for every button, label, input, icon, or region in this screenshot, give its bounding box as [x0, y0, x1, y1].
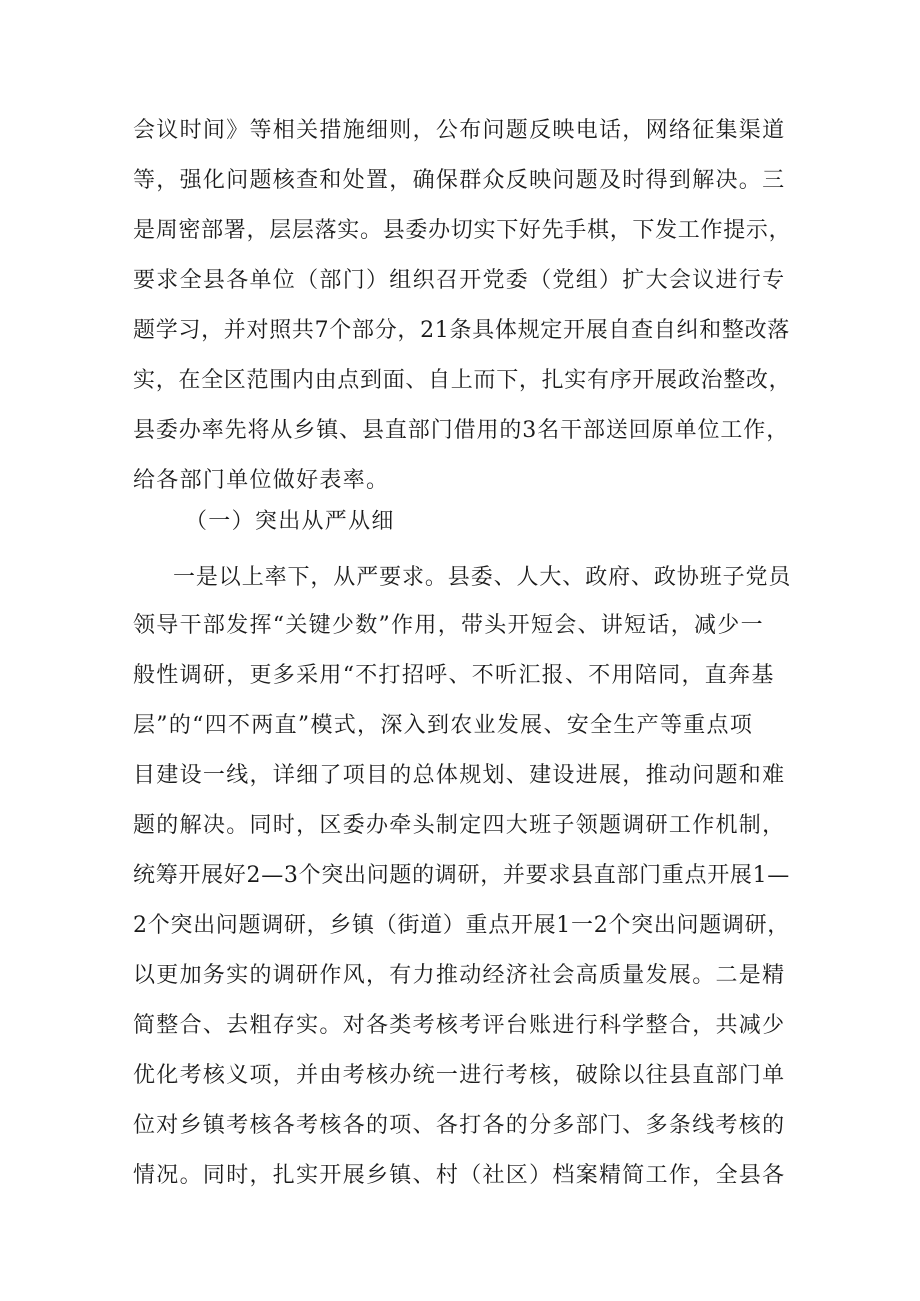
paragraph-line: 般性调研，更多采用“不打招呼、不听汇报、不用陪同，直奔基 — [133, 663, 775, 688]
paragraph-line: 县委办率先将从乡镇、县直部门借用的3名干部送回原单位工作， — [133, 418, 790, 443]
paragraph-line: 给各部门单位做好表率。 — [133, 468, 390, 493]
paragraph-line: 统筹开展好2—3个突出问题的调研，并要求县直部门重点开展1— — [133, 863, 790, 888]
paragraph-line: 领导干部发挥“关键少数”作用，带头开短会、讲短话，减少一 — [133, 613, 764, 638]
paragraph-line: 优化考核义项，并由考核办统一进行考核，破除以往县直部门单 — [133, 1063, 786, 1088]
paragraph-line: 题的解决。同时，区委办牵头制定四大班子领题调研工作机制， — [133, 813, 786, 838]
paragraph-line: 目建设一线，详细了项目的总体规划、建设进展，推动问题和难 — [133, 763, 786, 788]
section-heading: （一）突出从严从细 — [185, 509, 395, 534]
paragraph-line: 2个突出问题调研，乡镇（街道）重点开展1一2个突出问题调研， — [133, 913, 790, 938]
paragraph-line: 题学习，并对照共7个部分，21条具体规定开展自查自纠和整改落 — [133, 318, 790, 343]
paragraph-line: 情况。同时，扎实开展乡镇、村（社区）档案精简工作，全县各 — [133, 1163, 786, 1188]
paragraph-line: 实，在全区范围内由点到面、自上而下，扎实有序开展政治整改， — [133, 368, 792, 393]
paragraph-line: 一是以上率下，从严要求。县委、人大、政府、政协班子党员 — [173, 565, 792, 590]
paragraph-line: 会议时间》等相关措施细则，公布问题反映电话，网络征集渠道 — [133, 118, 786, 143]
paragraph-line: 以更加务实的调研作风，有力推动经济社会高质量发展。二是精 — [133, 963, 786, 988]
paragraph-line: 位对乡镇考核各考核各的项、各打各的分多部门、多条线考核的 — [133, 1113, 786, 1138]
paragraph-line: 是周密部署，层层落实。县委办切实下好先手棋，下发工作提示， — [133, 218, 792, 243]
paragraph-line: 要求全县各单位（部门）组织召开党委（党组）扩大会议进行专 — [133, 268, 786, 293]
paragraph-line: 等，强化问题核查和处置，确保群众反映问题及时得到解决。三 — [133, 168, 786, 193]
paragraph-line: 层”的“四不两直”模式，深入到农业发展、安全生产等重点项 — [133, 713, 754, 738]
paragraph-line: 简整合、去粗存实。对各类考核考评台账进行科学整合，共减少 — [133, 1013, 786, 1038]
